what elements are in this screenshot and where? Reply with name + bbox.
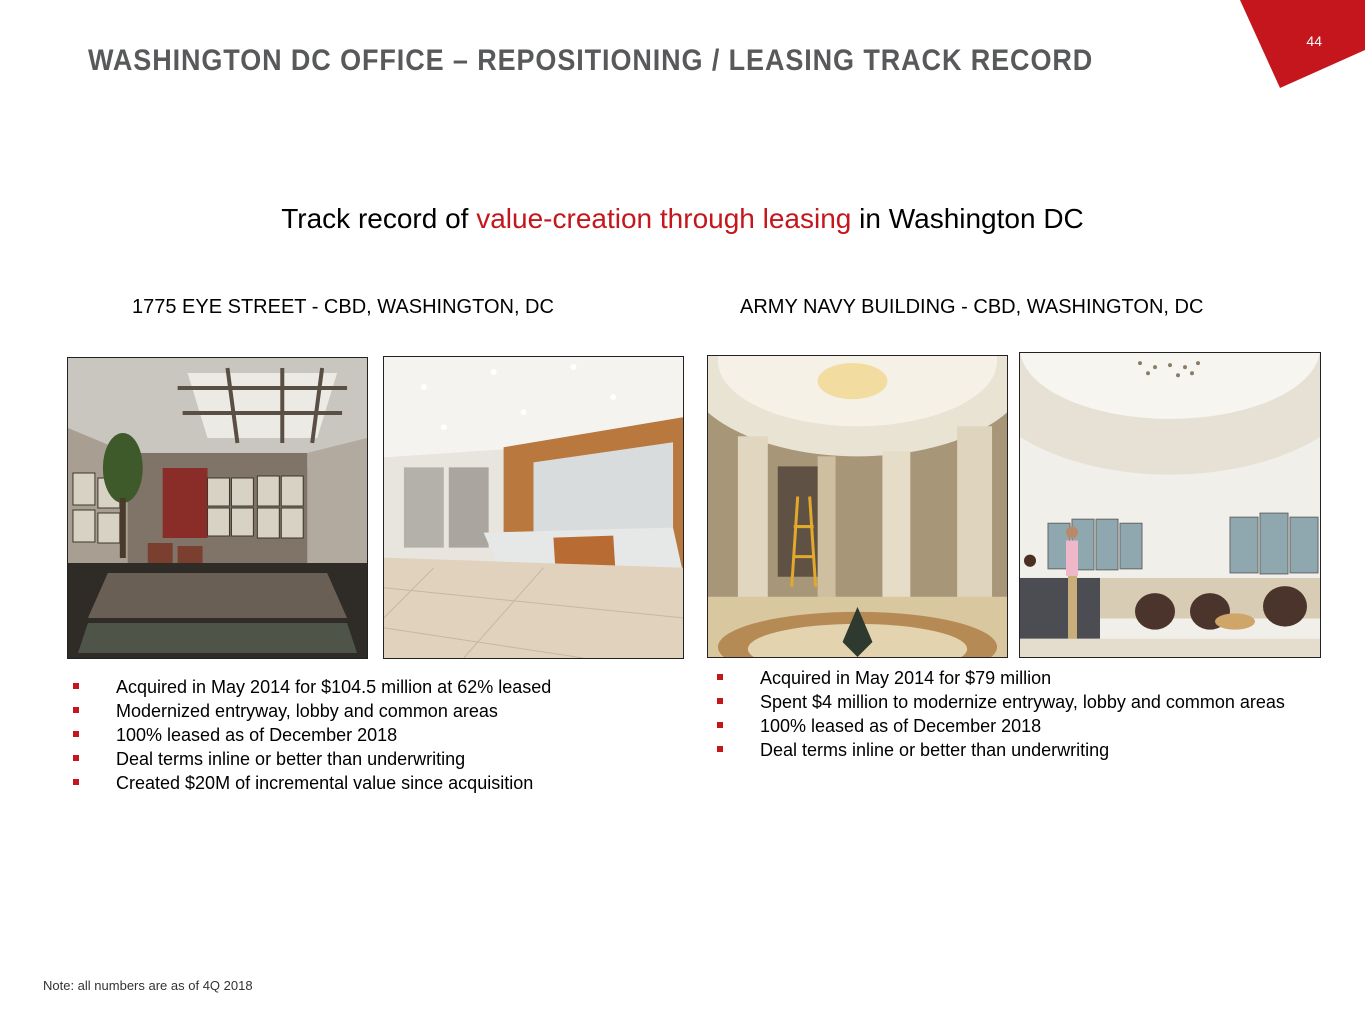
property-heading-army-navy: ARMY NAVY BUILDING - CBD, WASHINGTON, DC — [740, 296, 1204, 318]
property-heading-eye-street: 1775 EYE STREET - CBD, WASHINGTON, DC — [132, 296, 554, 318]
page-number: 44 — [1306, 33, 1322, 49]
list-item: Deal terms inline or better than underwriting — [712, 738, 1312, 762]
eye-street-bullet-list — [68, 675, 668, 795]
lobby-photo-reception — [383, 356, 684, 659]
list-item: Deal terms inline or better than underwriting — [68, 747, 668, 771]
list-item: 100% leased as of December 2018 — [712, 714, 1312, 738]
list-item: 100% leased as of December 2018 — [68, 723, 668, 747]
subtitle-highlight: value-creation through leasing — [476, 203, 852, 234]
list-item: Acquired in May 2014 for $104.5 million at 62% leased — [68, 675, 668, 699]
list-item: Spent $4 million to modernize entryway, lobby and common areas — [712, 690, 1290, 714]
subtitle-text-end: in Washington DC — [851, 203, 1084, 234]
list-item: Acquired in May 2014 for $79 million — [712, 666, 1312, 690]
rotunda-photo-finished — [1019, 352, 1321, 658]
list-item: Modernized entryway, lobby and common areas — [68, 699, 668, 723]
page-title: WASHINGTON DC OFFICE – REPOSITIONING / LEASING TRACK RECORD — [88, 44, 1094, 77]
lobby-photo-granite — [67, 357, 368, 659]
footnote: Note: all numbers are as of 4Q 2018 — [43, 978, 253, 993]
list-item: Created $20M of incremental value since acquisition — [68, 771, 668, 795]
slide-subtitle — [0, 203, 1365, 235]
subtitle-text-start: Track record of — [281, 203, 477, 234]
rotunda-photo-renovation — [707, 355, 1008, 658]
army-navy-bullet-list — [712, 666, 1312, 762]
page-corner-tab — [1240, 0, 1365, 90]
